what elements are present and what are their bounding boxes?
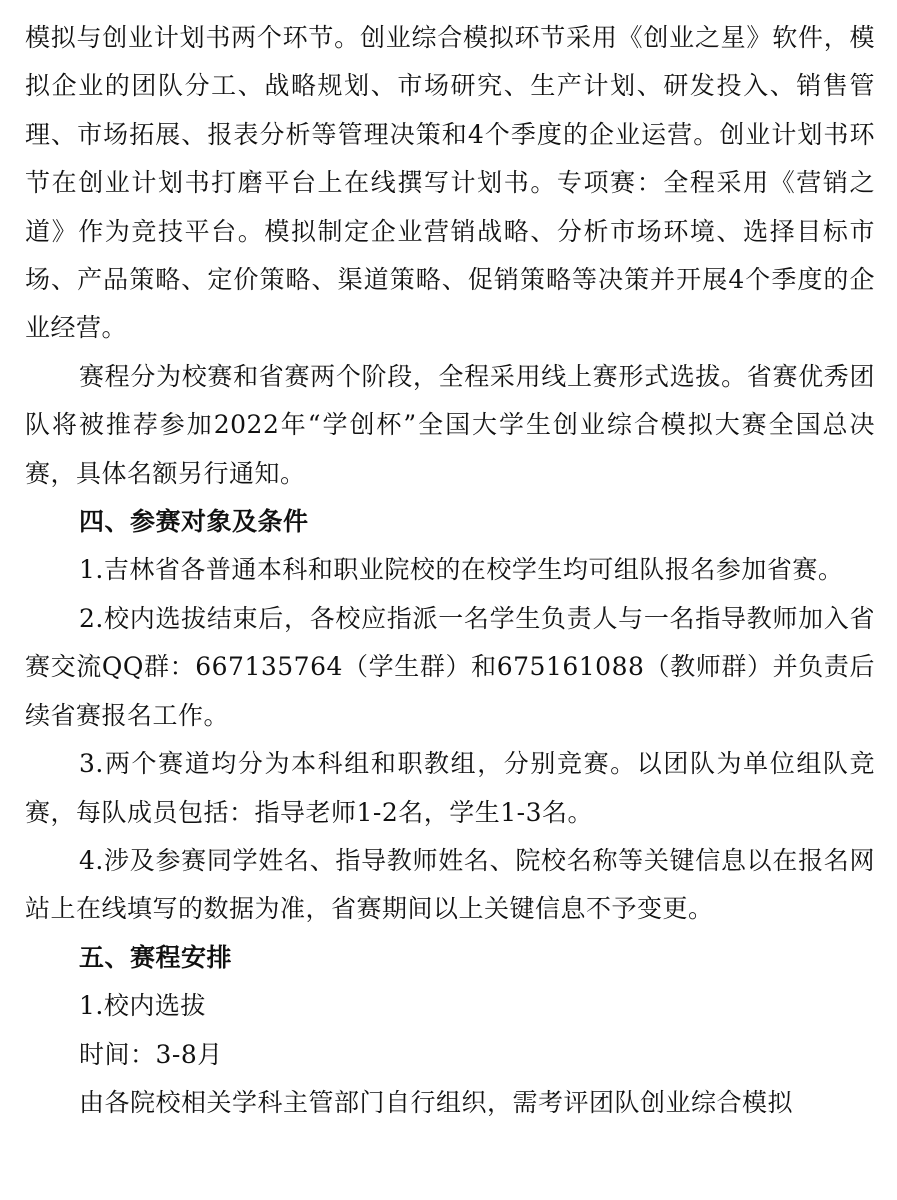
participant-condition-1: 1.吉林省各普通本科和职业院校的在校学生均可组队报名参加省赛。 bbox=[79, 555, 844, 585]
schedule-item-title: 1.校内选拔 bbox=[79, 991, 206, 1021]
schedule-item-time: 时间：3-8月 bbox=[79, 1039, 223, 1069]
intro-paragraph: 模拟与创业计划书两个环节。创业综合模拟环节采用《创业之星》软件，模拟企业的团队分工、战略规划、市场研究、生产计划、研发投入、销售管理、市场拓展、报表分析等管理决策和4个季度的企业运营。创业计划书环节在创业计划书打磨平台上在线撰写计划书。专项赛：全程采用《营销之道》作为竞技平台。模拟制定企业营销战略、分析市场环境、选择目标市场、产品策略、定价策略、渠道策略、促销策略等决策并开展4个季度的企业经营。 bbox=[25, 23, 875, 343]
participant-condition-2: 2.校内选拔结束后，各校应指派一名学生负责人与一名指导教师加入省赛交流QQ群：667135764（学生群）和675161088（教师群）并负责后续省赛报名工作。 bbox=[25, 603, 875, 730]
participant-condition-3: 3.两个赛道均分为本科组和职教组，分别竞赛。以团队为单位组队竞赛，每队成员包括：指导老师1-2名，学生1-3名。 bbox=[25, 749, 875, 827]
participant-condition-4: 4.涉及参赛同学姓名、指导教师姓名、院校名称等关键信息以在报名网站上在线填写的数据为准，省赛期间以上关键信息不予变更。 bbox=[25, 845, 875, 924]
stages-paragraph: 赛程分为校赛和省赛两个阶段，全程采用线上赛形式选拔。省赛优秀团队将被推荐参加2022年“学创杯”全国大学生创业综合模拟大赛全国总决赛，具体名额另行通知。 bbox=[25, 361, 875, 488]
section-heading-participants: 四、参赛对象及条件 bbox=[79, 507, 309, 537]
document-page bbox=[25, 14, 875, 1127]
section-heading-schedule: 五、赛程安排 bbox=[79, 942, 233, 972]
schedule-item-description: 由各院校相关学科主管部门自行组织，需考评团队创业综合模拟 bbox=[79, 1087, 794, 1117]
